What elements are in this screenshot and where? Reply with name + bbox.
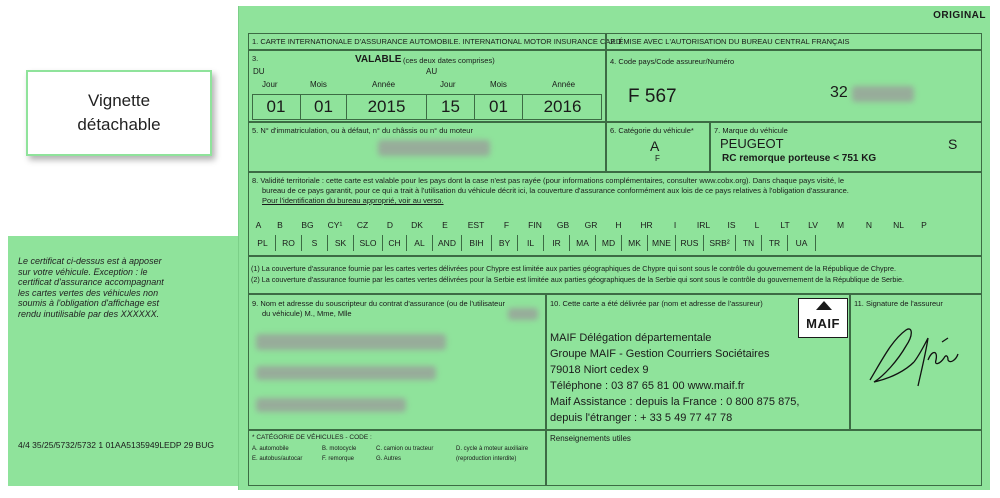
- country-code: GR: [584, 220, 598, 230]
- country-code: UA: [788, 235, 816, 251]
- country-code: MA: [570, 235, 596, 251]
- country-code: E: [442, 220, 448, 230]
- serial-number: 4/4 35/25/5732/5732 1 01AA5135949LEDP 29 BUG: [18, 440, 214, 450]
- vehicle-category-sub: F: [655, 154, 660, 163]
- field-8-line-1: 8. Validité territoriale : cette carte est valable pour les pays dont la case n'est pas rayée (pour informations complémentaires, consulter www.cobx.org). Dans chaque pays visité, le: [252, 176, 844, 185]
- country-code: N: [865, 220, 873, 230]
- field-11-label: 11. Signature de l'assureur: [854, 299, 943, 308]
- country-code: LT: [780, 220, 790, 230]
- maif-logo-text: MAIF: [806, 316, 840, 331]
- end-year: 2016: [522, 94, 602, 120]
- country-code: SLO: [354, 235, 383, 251]
- vignette-line-1: Vignette: [87, 91, 151, 110]
- country-code: EST: [467, 220, 485, 230]
- country-code: CH: [383, 235, 407, 251]
- country-code: CY¹: [327, 220, 343, 230]
- category-g: G. Autres: [376, 456, 402, 462]
- category-b: B. motocycle: [322, 446, 357, 452]
- end-day: 15: [426, 94, 474, 120]
- header-jour-2: Jour: [440, 80, 456, 89]
- category-e: E. autobus/autocar: [252, 456, 303, 462]
- country-code: BY: [492, 235, 518, 251]
- header-annee-2: Année: [552, 80, 576, 89]
- footnote-serbia: (2) La couverture d'assurance fournie par les cartes vertes délivrées pour la Serbie est limitée aux parties géographiques de la Serbie qui sont sous le contrôle du gouvernement de la République de Serbie.: [251, 275, 905, 284]
- vehicle-category: A: [650, 138, 660, 154]
- field-3-number: 3.: [252, 54, 259, 63]
- country-code: F: [503, 220, 510, 230]
- vignette-line-2: détachable: [77, 115, 161, 134]
- country-code: P: [921, 220, 927, 230]
- footnote-cyprus: (1) La couverture d'assurance fournie par les cartes vertes délivrées pour Chypre est limitée aux parties géographiques de Chypre qui sont sous le contrôle du gouvernement de la République de Chypre.: [251, 264, 897, 273]
- country-code: RO: [276, 235, 302, 251]
- country-code: B: [277, 220, 283, 230]
- redacted-policy-number: [508, 308, 538, 320]
- category-c: C. camion ou tracteur: [376, 446, 434, 452]
- country-code: MNE: [648, 235, 676, 251]
- field-7-label: 7. Marque du véhicule: [714, 126, 788, 135]
- vehicle-brand: PEUGEOT: [720, 136, 784, 151]
- original-label: ORIGINAL: [933, 10, 986, 21]
- maif-logo: [798, 298, 848, 338]
- category-d: D. cycle à moteur auxiliaire: [456, 446, 529, 452]
- header-mois-2: Mois: [490, 80, 507, 89]
- au-label: AU: [426, 67, 438, 76]
- country-code: TR: [762, 235, 788, 251]
- start-day: 01: [266, 97, 286, 116]
- start-month: 01: [300, 94, 346, 120]
- field-8-line-3: Pour l'identification du bureau approprié, voir au verso.: [262, 196, 444, 205]
- category-f: F. remorque: [322, 456, 355, 462]
- insurer-line-5: Maif Assistance : depuis la France : 0 800 875 875,: [550, 396, 800, 408]
- country-code: PL: [250, 235, 276, 251]
- country-code: CZ: [356, 220, 369, 230]
- country-code: GB: [556, 220, 570, 230]
- field-2-box: [606, 33, 982, 50]
- insurer-line-4: Téléphone : 03 87 65 81 00 www.maif.fr: [550, 380, 745, 392]
- insurer-address: [550, 330, 799, 426]
- country-code: SRB²: [704, 235, 736, 251]
- country-code: S: [302, 235, 328, 251]
- country-code: BG: [301, 220, 314, 230]
- redacted-address-2: [256, 398, 406, 412]
- end-month: 01: [474, 94, 522, 120]
- field-6-label: 6. Catégorie du véhicule*: [610, 126, 694, 135]
- field-10-label: 10. Cette carte a été délivrée par (nom et adresse de l'assureur): [550, 299, 763, 308]
- country-code: L: [754, 220, 760, 230]
- valable-note: (ces deux dates comprises): [403, 56, 495, 65]
- categories-title: * CATÉGORIE DE VÉHICULES - CODE :: [252, 434, 372, 441]
- field-1-label: 1. CARTE INTERNATIONALE D'ASSURANCE AUTOMOBILE. INTERNATIONAL MOTOR INSURANCE CARD: [252, 37, 622, 46]
- country-code: HR: [640, 220, 653, 230]
- country-code: DK: [411, 220, 423, 230]
- redacted-address-1: [256, 366, 436, 380]
- insurer-line-1: MAIF Délégation départementale: [550, 332, 712, 344]
- country-code: I: [673, 220, 677, 230]
- redacted-registration: [378, 140, 490, 156]
- country-code: RUS: [676, 235, 704, 251]
- country-insurer-code: F 567: [628, 86, 677, 107]
- country-code: M: [836, 220, 845, 230]
- insurer-signature: [862, 320, 974, 392]
- valable-label: VALABLE: [355, 54, 402, 65]
- redacted-card-number: [852, 86, 914, 102]
- country-code: LV: [808, 220, 818, 230]
- maif-logo-roof-icon: [816, 301, 832, 310]
- info-label: Renseignements utiles: [550, 434, 631, 443]
- country-code: MD: [596, 235, 622, 251]
- country-code: D: [386, 220, 394, 230]
- redacted-name: [256, 334, 446, 350]
- country-code: AL: [407, 235, 433, 251]
- country-code: SK: [328, 235, 354, 251]
- category-a: A. automobile: [252, 446, 289, 452]
- country-code: A: [255, 220, 262, 230]
- insurer-line-6: depuis l'étranger : + 33 5 49 77 47 78: [550, 412, 733, 424]
- insurer-line-2: Groupe MAIF - Gestion Courriers Sociétaires: [550, 348, 770, 360]
- country-code: AND: [433, 235, 462, 251]
- country-code: FIN: [528, 220, 542, 230]
- card-number-prefix: 32: [830, 84, 848, 101]
- insurer-line-3: 79018 Niort cedex 9: [550, 364, 649, 376]
- field-9-line-2: du véhicule) M., Mme, Mlle: [262, 309, 352, 318]
- vehicle-code: S: [948, 136, 958, 152]
- field-4-label: 4. Code pays/Code assureur/Numéro: [610, 57, 735, 66]
- field-9-line-1: 9. Nom et adresse du souscripteur du contrat d'assurance (ou de l'utilisateur: [252, 299, 505, 308]
- field-1-box: [248, 33, 622, 50]
- country-code: H: [615, 220, 622, 230]
- country-code: IL: [518, 235, 544, 251]
- field-2-label: 2. ÉMISE AVEC L'AUTORISATION DU BUREAU CENTRAL FRANÇAIS: [610, 37, 850, 46]
- header-annee-1: Année: [372, 80, 396, 89]
- stub-note: Le certificat ci-dessus est à apposer sur votre véhicule. Exception : le certificat d'assurance accompagnant les cartes vertes des véhicules non soumis à l'obligation d'affichage est rendu inutilisable par des XXXXXX.: [18, 256, 164, 319]
- country-code: IRL: [696, 220, 711, 230]
- country-code: NL: [893, 220, 904, 230]
- countries-row-2: [250, 235, 816, 251]
- field-5-label: 5. N° d'immatriculation, ou à défaut, n° du châssis ou n° du moteur: [252, 126, 473, 135]
- vignette-label: [26, 70, 212, 156]
- header-mois-1: Mois: [310, 80, 327, 89]
- country-code: IS: [727, 220, 736, 230]
- countries-row-1: [250, 217, 934, 233]
- category-note: (reproduction interdite): [456, 456, 517, 462]
- country-code: TN: [736, 235, 762, 251]
- header-jour-1: Jour: [262, 80, 278, 89]
- start-year: 2015: [346, 94, 426, 120]
- country-code: BIH: [462, 235, 492, 251]
- du-label: DU: [253, 67, 265, 76]
- field-8-line-2: bureau de ce pays garantit, pour ce qui a trait à l'utilisation du véhicule décrit ici, la couverture d'assurance conformément aux lois de ce pays relatives à l'obligation d'assurance.: [262, 186, 849, 195]
- vehicle-detail: RC remorque porteuse < 751 KG: [722, 153, 877, 164]
- country-code: IR: [544, 235, 570, 251]
- country-code: MK: [622, 235, 648, 251]
